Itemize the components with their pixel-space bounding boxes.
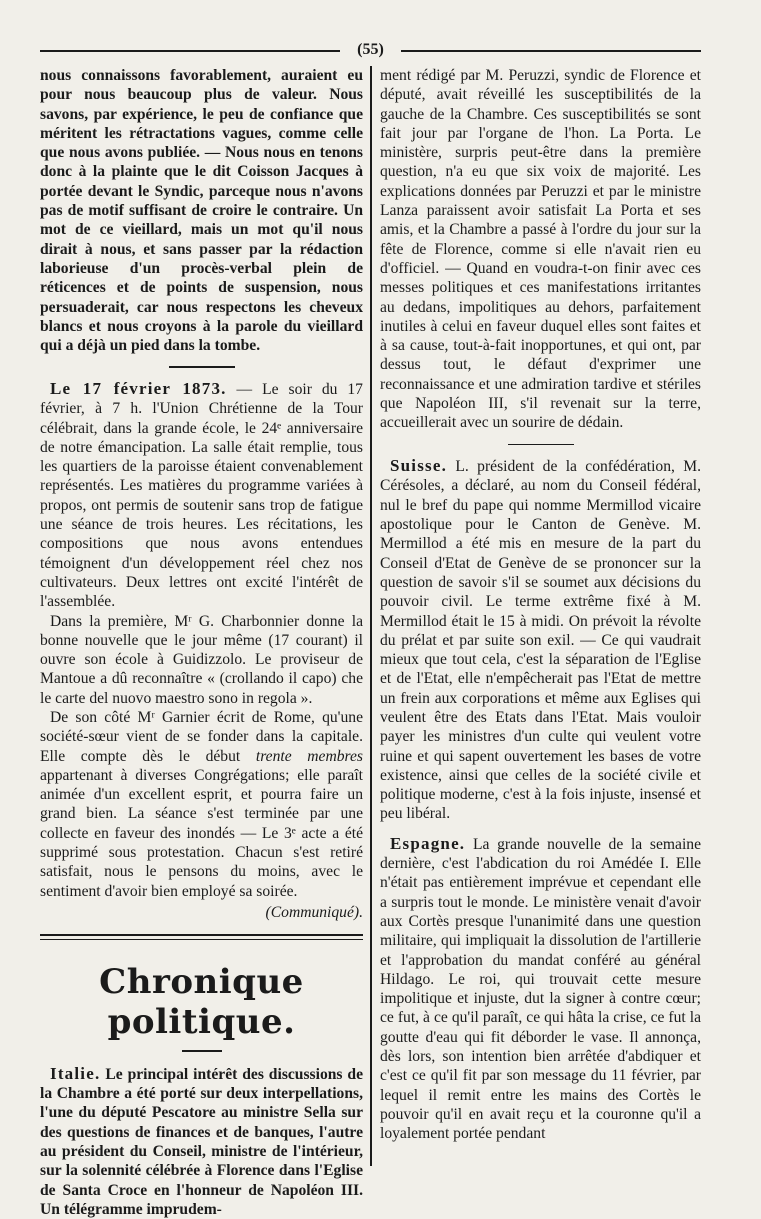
- right-column: [380, 66, 701, 1144]
- paragraph-charbonnier: Dans la première, Mʳ G. Charbonnier donne la bonne nouvelle que le jour même (17 courant) il ouvre son école à Guidizzolo. Le proviseur de Mantoue a dû reconnaître « (crollando il capo) che le carte del nuovo maestro sono in regola ».: [40, 612, 363, 707]
- paragraph-february-17: [40, 379, 363, 612]
- emphasis-trente-membres: trente membres: [255, 747, 364, 765]
- title-underline: [182, 1050, 222, 1052]
- signature-communique: (Communiqué).: [265, 903, 363, 921]
- separator-rule: [508, 444, 574, 446]
- paragraph-february-17-text: — Le soir du 17 février, à 7 h. l'Union Chrétienne de la Tour célébrait, dans la grande école, le 24ᵉ anniversaire de notre émancipation. La salle était remplie, tous les quartiers de la paroisse étaient convenablement représentés. Les matières du programme variées à propos, ont permis de soutenir sans trop de fatigue une séance de trois heures. Les récitations, les compositions que nous avons entendues témoignent d'un développement réel chez nos cultivateurs. Deux lettres ont excité l'intérêt de l'assemblée.: [40, 380, 363, 611]
- paragraph-italie: [40, 1064, 363, 1219]
- paragraph-peruzzi-continued: ment rédigé par M. Peruzzi, syndic de Florence et député, avait réveillé les susceptibilités de la gauche de la Chambre. Ces susceptibilités se sont fait jour par l'organe de l'hon. La Porta. Le ministère, surpris peut-être dans la première question, n'a eu que six voix de majorité. Les explications données par Peruzzi et par le ministre Lanza paraissent avoir satisfait La Porta et ses amis, et la Chambre a passé à l'ordre du jour sur la fête de Florence, comme si elle n'avait rien eu d'officiel. — Quand en voudra-t-on finir avec ces messes politiques et ces manifestations irritantes au dedans, impolitiques au dehors, parfaitement inutiles à celui en faveur duquel elles sont faites et à sa cause, tout-à-fait inopportunes, et qui ont, par dessus tout, le défaut d'exprimer une reconnaissance et une admiration tardive et stériles que Napoléon III, s'il revenait sur la terre, accueillerait avec un sourire de dédain.: [380, 67, 701, 432]
- paragraph-garnier: [40, 708, 363, 922]
- section-rule: [40, 934, 363, 936]
- section-rule-double: [40, 939, 363, 941]
- section-title: Chronique politique.: [99, 962, 304, 1043]
- heading-february-17: Le 17 février 1873.: [50, 378, 227, 398]
- paragraph-garnier-text-b: appartenant à diverses Congrégations; elle paraît animée d'un excellent esprit, et pourra faire un grand bien. La séance s'est terminée par une collecte en faveur des inondés — Le 3ᵉ acte a été supprimé sous protestation. Chacun s'est retiré satisfait, nous le pensons du moins, avec le sentiment d'avoir bien employé sa soirée.: [40, 766, 363, 900]
- left-column: [40, 66, 363, 1219]
- paragraph-suisse: [380, 456, 701, 824]
- paragraph-espagne-text: La grande nouvelle de la semaine dernière, c'est l'abdication du roi Amédée I. Elle n'était pas entièrement imprévue et cependant elle a surpris tout le monde. Le ministère venait d'avoir aux Cortès presque l'unanimité dans une question militaire, qui impliquait la dissolution de l'artillerie et l'approbation du mandat conféré au général Hildago. Le roi, qui trouvait cette mesure impolitique et injuste, dut la signer à contre cœur; ce fut, à ce qu'il paraît, ce qui hâta la crise, ce fut la goutte d'eau qui fit déborder le vase. Il annonça, dès lors, son intention bien arrêtée d'abdiquer et c'est ce qu'il fit par son message du 11 février, par lequel il remit entre les mains des Cortès le pouvoir qu'il en avait reçu et la couronne qu'il a loyalement portée pendant: [380, 835, 701, 1143]
- header-rule-right: [401, 50, 701, 52]
- heading-espagne: Espagne.: [390, 833, 466, 853]
- paragraph-gap: [380, 824, 701, 834]
- paragraph-retraction: nous connaissons favorablement, auraient eu pour nous beaucoup plus de valeur. Nous savons, par expérience, le peu de confiance que méritent les rétractations vagues, comme celle que nous avons publiée. — Nous nous en tenons donc à la plainte que le dit Coisson Jacques à portée devant le Syndic, parceque nous n'avons pas de motif suffisant de croire le contraire. Un mot de ce vieillard, mais un mot qu'il nous dirait à nous, et sans passer par la rédaction laborieuse d'un procès-verbal plein de réticences et de points de suspension, nous persuaderait, car nous respectons les cheveux blancs et nous croyons à la parole du vieillard qui a déjà un pied dans la tombe.: [40, 67, 363, 355]
- page-number: (55): [357, 41, 384, 58]
- heading-suisse: Suisse.: [390, 456, 448, 476]
- paragraph-espagne: [380, 834, 701, 1144]
- page-header: [40, 40, 701, 60]
- paragraph-garnier-text-a: De son côté Mʳ Garnier écrit de Rome, qu'une société-sœur vient de se fonder dans la capitale. Elle compte dès le début: [40, 709, 363, 765]
- paragraph-suisse-text: L. président de la confédération, M. Cérésoles, a déclaré, au nom du Conseil fédéral, nul le bref du pape qui nomme Mermillod vicaire apostolique pour le Canton de Genève. M. Mermillod a été mis en mesure de la part du Conseil d'Etat de Genève de se prononcer sur la question de savoir s'il se soumet aux décisions du pouvoir civil. Le terme extrême fixé à M. Mermillod était le 15 à midi. On prévoit la révolte du prélat et par suite son exil. — Ce qui vaudrait mieux que tout cela, c'est la séparation de l'Eglise et de l'Etat, elle n'empêcherait pas l'Etat de mettre un frein aux corporations et même aux Eglises qui veulent être des Etats dans l'Etat. Mais vouloir payer les ministres d'un culte qui veulent votre ruine et qui sapent ouvertement les bases de votre existence, ainsi que celles de la société civile et politique moderne, c'est à la fois injuste, insensé et peu libéral.: [380, 458, 701, 823]
- paragraph-italie-text: Le principal intérêt des discussions de la Chambre a été porté sur deux interpellations, l'une du député Pescatore au ministre Sella sur des questions de finances et de banques, l'autre au président du Conseil, ministre de l'intérieur, sur la solennité célébrée à Florence dans l'Eglise de Santa Croce en l'honneur de Napoléon III. Un télégramme imprudem-: [40, 1065, 363, 1218]
- heading-italie: Italie.: [50, 1063, 101, 1083]
- separator-rule: [169, 366, 235, 368]
- column-divider: [370, 66, 372, 1166]
